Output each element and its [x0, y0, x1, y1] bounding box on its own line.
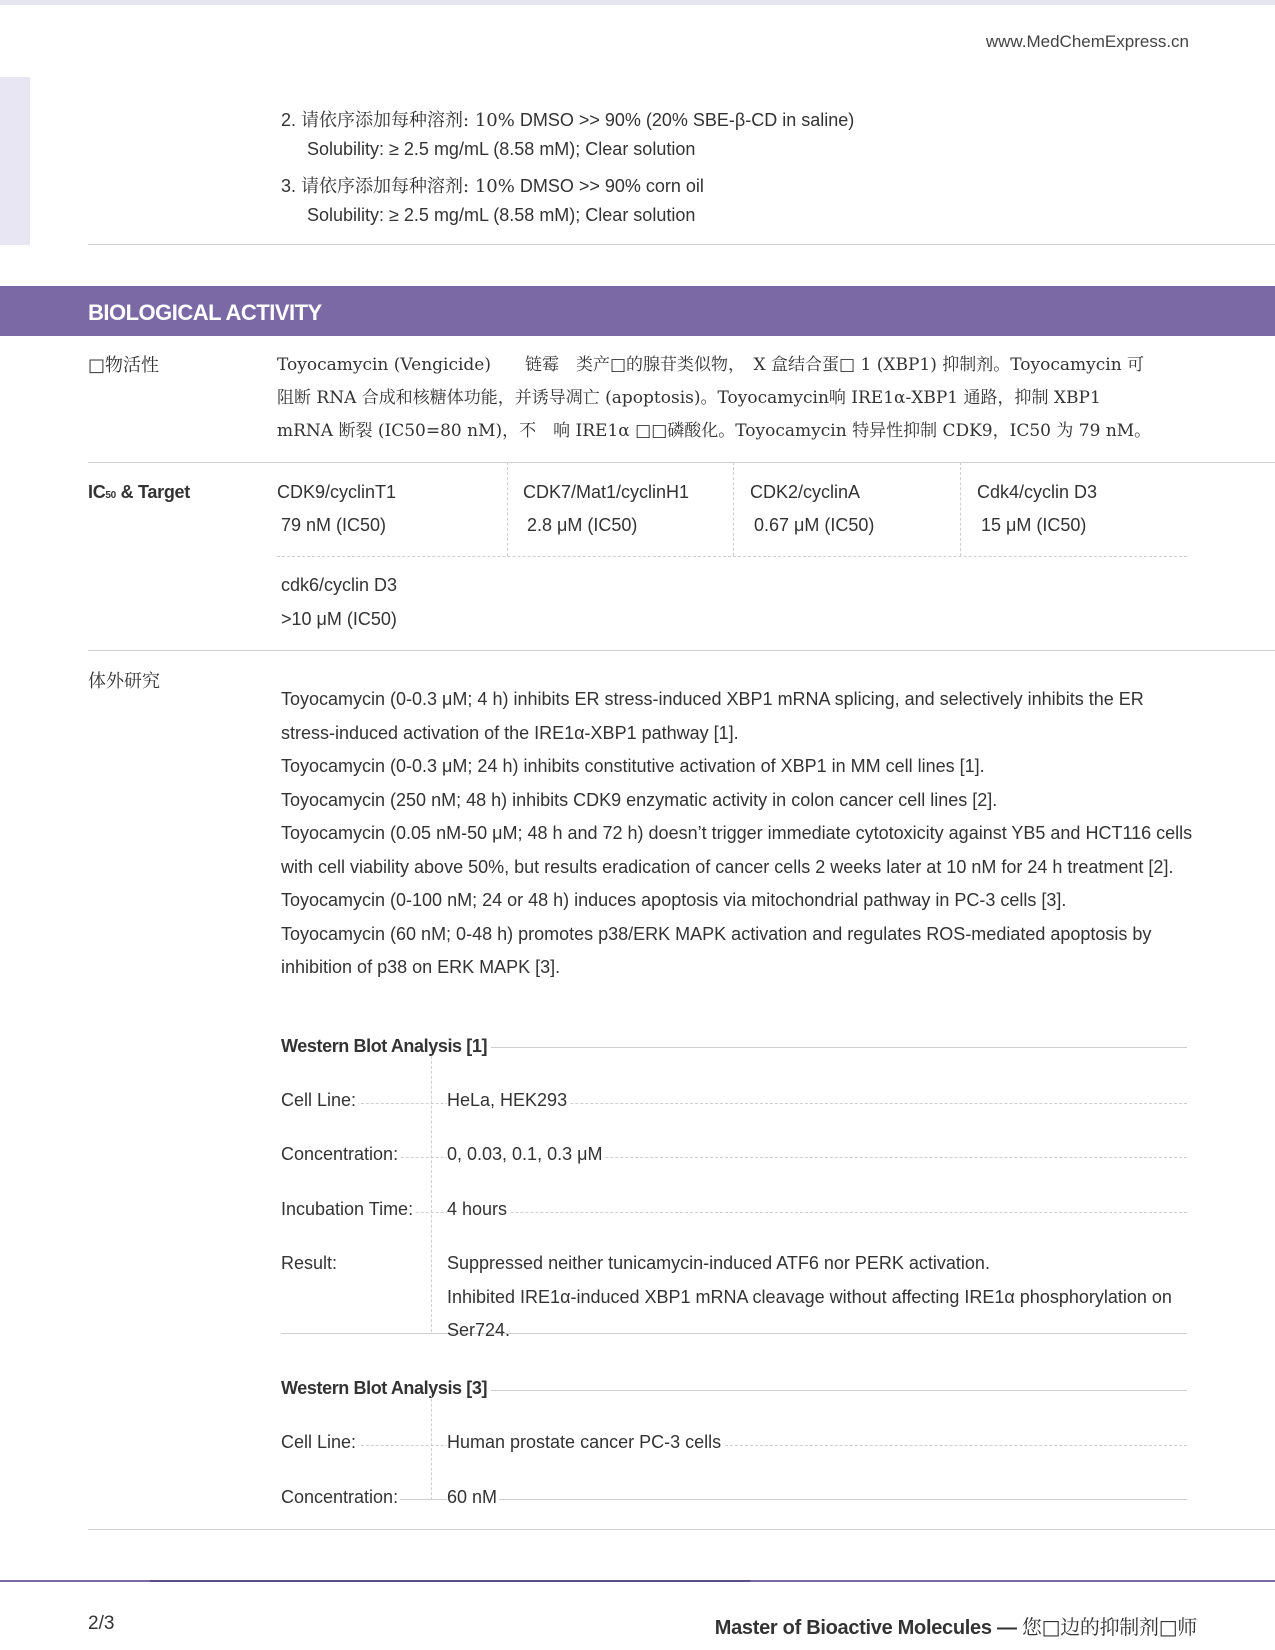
- header-url[interactable]: www.MedChemExpress.cn: [985, 32, 1189, 51]
- target-value: >10 μM (IC50): [281, 609, 397, 629]
- solubility-item-3: [281, 172, 704, 198]
- wb3-concentration-label: Concentration:: [281, 1487, 399, 1507]
- paragraph: Toyocamycin (0-0.3 μM; 24 h) inhibits constitutive activation of XBP1 in MM cell lines [1].: [281, 756, 985, 776]
- divider: [88, 1529, 1275, 1530]
- target-value: 2.8 μM (IC50): [527, 515, 638, 535]
- wb1-cell-line-label: Cell Line:: [281, 1090, 357, 1110]
- cell-divider: [733, 462, 734, 556]
- wb3-cell-line: Human prostate cancer PC-3 cells: [447, 1432, 722, 1452]
- wb3-concentration: 60 nM: [447, 1487, 498, 1507]
- solubility-item-2: [281, 106, 854, 132]
- wb3-title: Western Blot Analysis [3]: [281, 1378, 491, 1399]
- wb1-result: [447, 1247, 1187, 1348]
- slogan-en: Master of Bioactive Molecules: [714, 1617, 992, 1639]
- paragraph: Toyocamycin (60 nM; 0-48 h) promotes p38/ERK MAPK activation and regulates ROS-mediated apoptosis by inhibition of p38 on ERK MAPK [3].: [281, 923, 1152, 977]
- wb1-concentration-label: Concentration:: [281, 1144, 399, 1164]
- item-number: 2.: [281, 110, 297, 130]
- wb1-result-label: Result:: [281, 1253, 338, 1273]
- wb3-cell-line-label: Cell Line:: [281, 1432, 357, 1452]
- wb1-incubation-label: Incubation Time:: [281, 1199, 414, 1219]
- item-solvent-rest: DMSO >> 90% corn oil: [514, 176, 704, 196]
- slogan-cn: 您□边的抑制剂□师: [1021, 1615, 1197, 1639]
- row-divider: [277, 556, 1187, 557]
- wb1-row-rule: [281, 1157, 1187, 1158]
- wb1-row-rule: [281, 1212, 1187, 1213]
- wb3-row-rule: [281, 1445, 1187, 1446]
- description-line: Toyocamycin (Vengicide) 链霉 类产□的腺苷类似物， X 盒结合蛋□ 1 (XBP1) 抑制剂。Toyocamycin 可: [277, 355, 1145, 375]
- target-value: 15 μM (IC50): [981, 515, 1087, 535]
- section-header-bar: [0, 286, 1275, 336]
- bio-activity-description: [277, 349, 1177, 448]
- wb1-concentration: 0, 0.03, 0.1, 0.3 μM: [447, 1144, 603, 1164]
- footer-rule-accent: [150, 1580, 750, 1582]
- paragraph: Toyocamycin (0.05 nM-50 μM; 48 h and 72 h) doesn’t trigger immediate cytotoxicity against YB5 and HCT116 cells with cell viability above 50%, but results eradication of cancer cells 2 weeks later at 10 nM for 24 h treatment [2].: [281, 823, 1193, 877]
- solubility-result-3: Solubility: ≥ 2.5 mg/mL (8.58 mM); Clear solution: [307, 205, 696, 225]
- target-name: cdk6/cyclin D3: [281, 575, 398, 595]
- solubility-result-2: Solubility: ≥ 2.5 mg/mL (8.58 mM); Clear solution: [307, 139, 696, 159]
- wb1-cell-line: HeLa, HEK293: [447, 1090, 568, 1110]
- description-line: mRNA 断裂 (IC50=80 nM)，不 响 IRE1α □□磷酸化。Toyocamycin 特异性抑制 CDK9，IC50 为 79 nM。: [277, 421, 1152, 441]
- top-band: [0, 0, 1275, 5]
- page-number: 2/3: [88, 1613, 115, 1634]
- paragraph: Toyocamycin (0-0.3 μM; 4 h) inhibits ER stress-induced XBP1 mRNA splicing, and selectively inhibits the ER stress-induced activation of the IRE1α-XBP1 pathway [1].: [281, 689, 1144, 743]
- cell-divider: [507, 462, 508, 556]
- description-line: 阻断 RNA 合成和核糖体功能，并诱导凋亡 (apoptosis)。Toyocamycin响 IRE1α-XBP1 通路，抑制 XBP1: [277, 388, 1101, 408]
- slogan-dash: —: [991, 1617, 1022, 1639]
- item-solvent-cn: 请依序添加每种溶剂: 10%: [301, 110, 515, 131]
- wb1-incubation: 4 hours: [447, 1199, 508, 1219]
- paragraph: Toyocamycin (0-100 nM; 24 or 48 h) induces apoptosis via mitochondrial pathway in PC-3 cells [3].: [281, 890, 1067, 910]
- wb1-column-divider: [431, 1051, 432, 1332]
- wb1-row-rule: [281, 1103, 1187, 1104]
- target-name: Cdk4/cyclin D3: [977, 482, 1098, 502]
- paragraph: Toyocamycin (250 nM; 48 h) inhibits CDK9 enzymatic activity in colon cancer cell lines [2].: [281, 789, 998, 810]
- wb1-title: Western Blot Analysis [1]: [281, 1036, 491, 1057]
- item-solvent-cn: 请依序添加每种溶剂: 10%: [301, 176, 515, 197]
- target-name: CDK9/cyclinT1: [277, 482, 397, 502]
- target-value: 79 nM (IC50): [281, 515, 387, 535]
- footer-slogan: [715, 1611, 1197, 1640]
- result-line: Inhibited IRE1α-induced XBP1 mRNA cleavage without affecting IRE1α phosphorylation on Ser724.: [447, 1286, 1172, 1340]
- label-sub: 50: [105, 490, 116, 501]
- item-number: 3.: [281, 176, 297, 196]
- bio-activity-label: □物活性: [88, 355, 160, 376]
- item-solvent-rest: DMSO >> 90% (20% SBE-β-CD in saline): [514, 110, 855, 130]
- divider: [88, 462, 1275, 463]
- divider: [88, 650, 1275, 651]
- label-rest: & Target: [115, 482, 190, 502]
- wb3-bottom-rule: [281, 1499, 1187, 1500]
- ic50-target-label: [88, 482, 190, 503]
- cell-divider: [960, 462, 961, 556]
- in-vitro-text: [281, 683, 1196, 985]
- target-name: CDK2/cyclinA: [750, 482, 861, 502]
- target-name: CDK7/Mat1/cyclinH1: [523, 482, 690, 502]
- wb3-column-divider: [431, 1394, 432, 1500]
- target-value: 0.67 μM (IC50): [754, 515, 875, 535]
- label-ic: IC: [88, 482, 106, 502]
- side-tab: [0, 77, 30, 245]
- divider: [88, 244, 1275, 245]
- section-title: BIOLOGICAL ACTIVITY: [88, 300, 322, 325]
- result-line: Suppressed neither tunicamycin-induced ATF6 nor PERK activation.: [447, 1253, 990, 1273]
- in-vitro-label: 体外研究: [88, 671, 160, 692]
